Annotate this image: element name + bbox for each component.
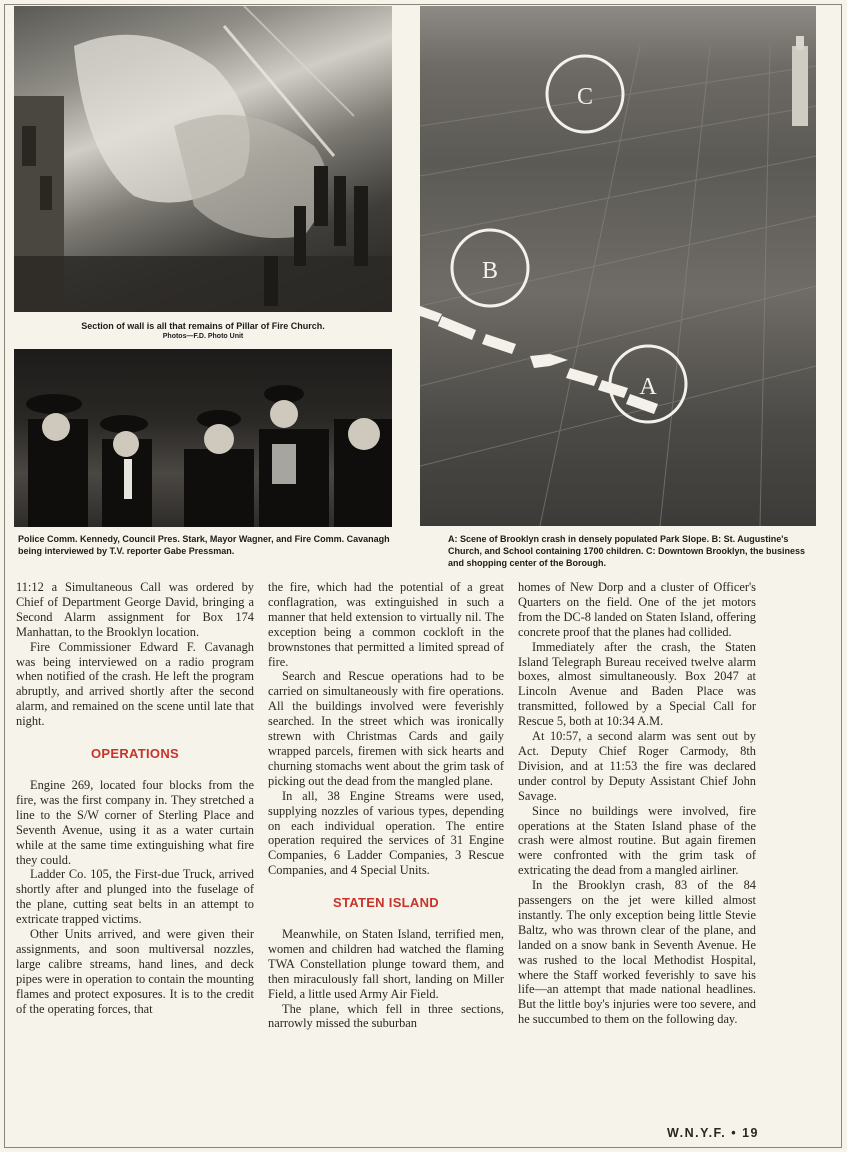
text-column-3 [518, 580, 756, 1027]
paragraph: At 10:57, a second alarm was sent out by Act. Deputy Chief Roger Carmody, 8th Division, and at 11:53 the fire was declared under control by Deputy Assistant Chief John Savage. [518, 729, 756, 803]
paragraph: Since no buildings were involved, fire operations at the Staten Island phase of the crash were almost routine. But again firemen were confronted with the grim task of extricating the dead from a mangled airliner. [518, 803, 756, 878]
marker-c: C [576, 84, 594, 110]
paragraph: Ladder Co. 105, the First-due Truck, arrived shortly after and plunged into the fuselage of the plane, cutting seat belts in an attempt to extricate trapped victims. [16, 867, 254, 927]
page-footer: W.N.Y.F. • 19 [667, 1126, 759, 1140]
caption-aerial: A: Scene of Brooklyn crash in densely populated Park Slope. B: St. Augustine's Church, and School containing 1700 children. C: Downtown Brooklyn, the business and shopping center of the Borough. [448, 534, 806, 568]
section-heading-operations: OPERATIONS [91, 746, 179, 762]
text-column-2 [268, 580, 504, 1031]
paragraph: Meanwhile, on Staten Island, terrified men, women and children had watched the flaming TWA Constellation plunge toward them, and then miraculously fall short, landing on Miller Field, a little used Army Air Field. [268, 927, 504, 1001]
caption-fire-text: Section of wall is all that remains of Pillar of Fire Church. [81, 321, 325, 331]
marker-b: B [481, 258, 499, 284]
paragraph: In all, 38 Engine Streams were used, supplying nozzles of various types, depending on each individual operation. The entire operation required the services of 31 Engine Companies, 6 Ladder Companies, 3 Rescue Companies, and 4 Special Units. [268, 788, 504, 878]
paragraph: 11:12 a Simultaneous Call was ordered by Chief of Department George David, bringing a Second Alarm assignment for Box 174 Manhattan, to the Brooklyn location. [16, 580, 254, 639]
paragraph: The plane, which fell in three sections, narrowly missed the suburban [268, 1001, 504, 1031]
photo-church-fire [14, 6, 392, 312]
paragraph: In the Brooklyn crash, 83 of the 84 passengers on the jet were killed almost instantly. The only exception being little Stevie Baltz, who was thrown clear of the plane, and landed on a snow bank in Seventh Avenue. He was rushed to the local Methodist Hospital, where the Staff worked feverishly to save his life—an attempt that made national headlines. But the little boy's injuries were too severe, and he succumbed to them on the following day. [518, 878, 756, 1027]
paragraph: Search and Rescue operations had to be carried on simultaneously with fire operations. All the buildings involved were feverishly searched. In the street which was ironically strewn with Christmas Cards and gaily wrapped parcels, firemen with sick hearts and churning stomachs went about the grim task of picking out the dead from the mangled plane. [268, 669, 504, 788]
photo-credit: Photos—F.D. Photo Unit [162, 333, 244, 340]
paragraph: homes of New Dorp and a cluster of Officer's Quarters on the field. One of the jet motors from the DC-8 landed on Staten Island, offering concrete proof that the planes had collided. [518, 580, 756, 639]
paragraph: the fire, which had the potential of a great conflagration, was extinguished in such a manner that held extension to virtually nil. The exception being a common cockloft in the brownstones that permitted a limited spread of fire. [268, 580, 504, 669]
caption-church-fire [14, 320, 392, 342]
paragraph: Fire Commissioner Edward F. Cavanagh was being interviewed on a radio program when notified of the crash. He left the program abruptly, and arrived shortly after the second alarm, and remained on the scene until late that night. [16, 639, 254, 729]
paragraph: Immediately after the crash, the Staten Island Telegraph Bureau received twelve alarm boxes, almost simultaneously. Box 2047 at Lincoln Avenue and Baden Place was transmitted, followed by a Special Call for Rescue 5, both at 10:34 A.M. [518, 639, 756, 729]
photo-officials-interview [14, 349, 392, 527]
caption-officials: Police Comm. Kennedy, Council Pres. Stark, Mayor Wagner, and Fire Comm. Cavanagh being interviewed by T.V. reporter Gabe Pressman. [18, 534, 390, 556]
section-heading-staten-island: STATEN ISLAND [333, 895, 439, 911]
paragraph: Other Units arrived, and were given their assignments, and soon multiversal nozzles, large calibre streams, hand lines, and deck pipes were in operation to contain the mounting flames and protect exposures. It is to the credit of the operating forces, that [16, 927, 254, 1016]
photo-aerial-brooklyn [420, 6, 816, 526]
paragraph: Engine 269, located four blocks from the fire, was the first company in. They stretched a line to the S/W corner of Sterling Place and Seventh Avenue, using it as a water curtain while at the same time extinguishing what fire they could. [16, 777, 254, 867]
text-column-1 [16, 580, 254, 1016]
marker-a: A [639, 374, 657, 400]
